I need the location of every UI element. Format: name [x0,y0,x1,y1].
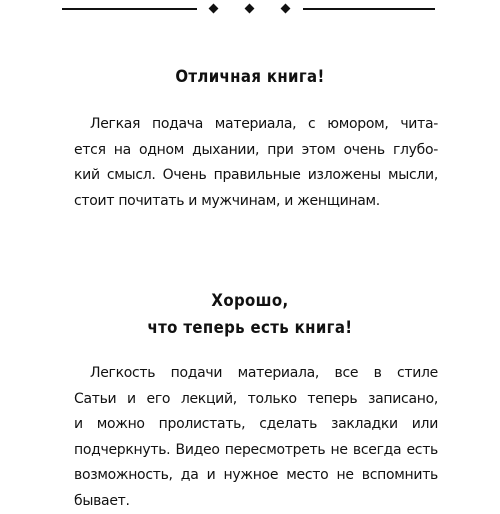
review-2-line: возможность, да и нужное место не вспомнить [74,463,438,489]
review-2-line: Легкость подачи материала, все в стиле [74,361,438,387]
diamond-icon [281,4,291,14]
review-1-line: кий смысл. Очень правильные изложены мысли, [74,163,438,189]
review-1-line: стоит почитать и мужчинам, и женщинам. [74,189,438,215]
review-2-line: бывает. [74,489,438,514]
review-1-line: Легкая подача материала, с юмором, чита- [74,112,438,138]
diamond-icon [245,4,255,14]
review-2-heading-line: что теперь есть книга! [30,315,470,342]
review-2-text [74,361,438,514]
review-1-heading: Отличная книга! [30,64,470,91]
review-2-line: и можно пролистать, сделать закладки или [74,412,438,438]
ornament-rule-right [303,8,435,10]
review-1-text [74,112,438,214]
review-2-line: Сатьи и его лекций, только теперь записано, [74,387,438,413]
review-2-line: подчеркнуть. Видео пересмотреть не всегда есть [74,438,438,464]
review-1-line: ется на одном дыхании, при этом очень глубо- [74,138,438,164]
diamond-icon [209,4,219,14]
review-2-heading-line: Хорошо, [30,288,470,315]
ornament-rule-left [62,8,197,10]
review-2-heading [30,288,470,342]
